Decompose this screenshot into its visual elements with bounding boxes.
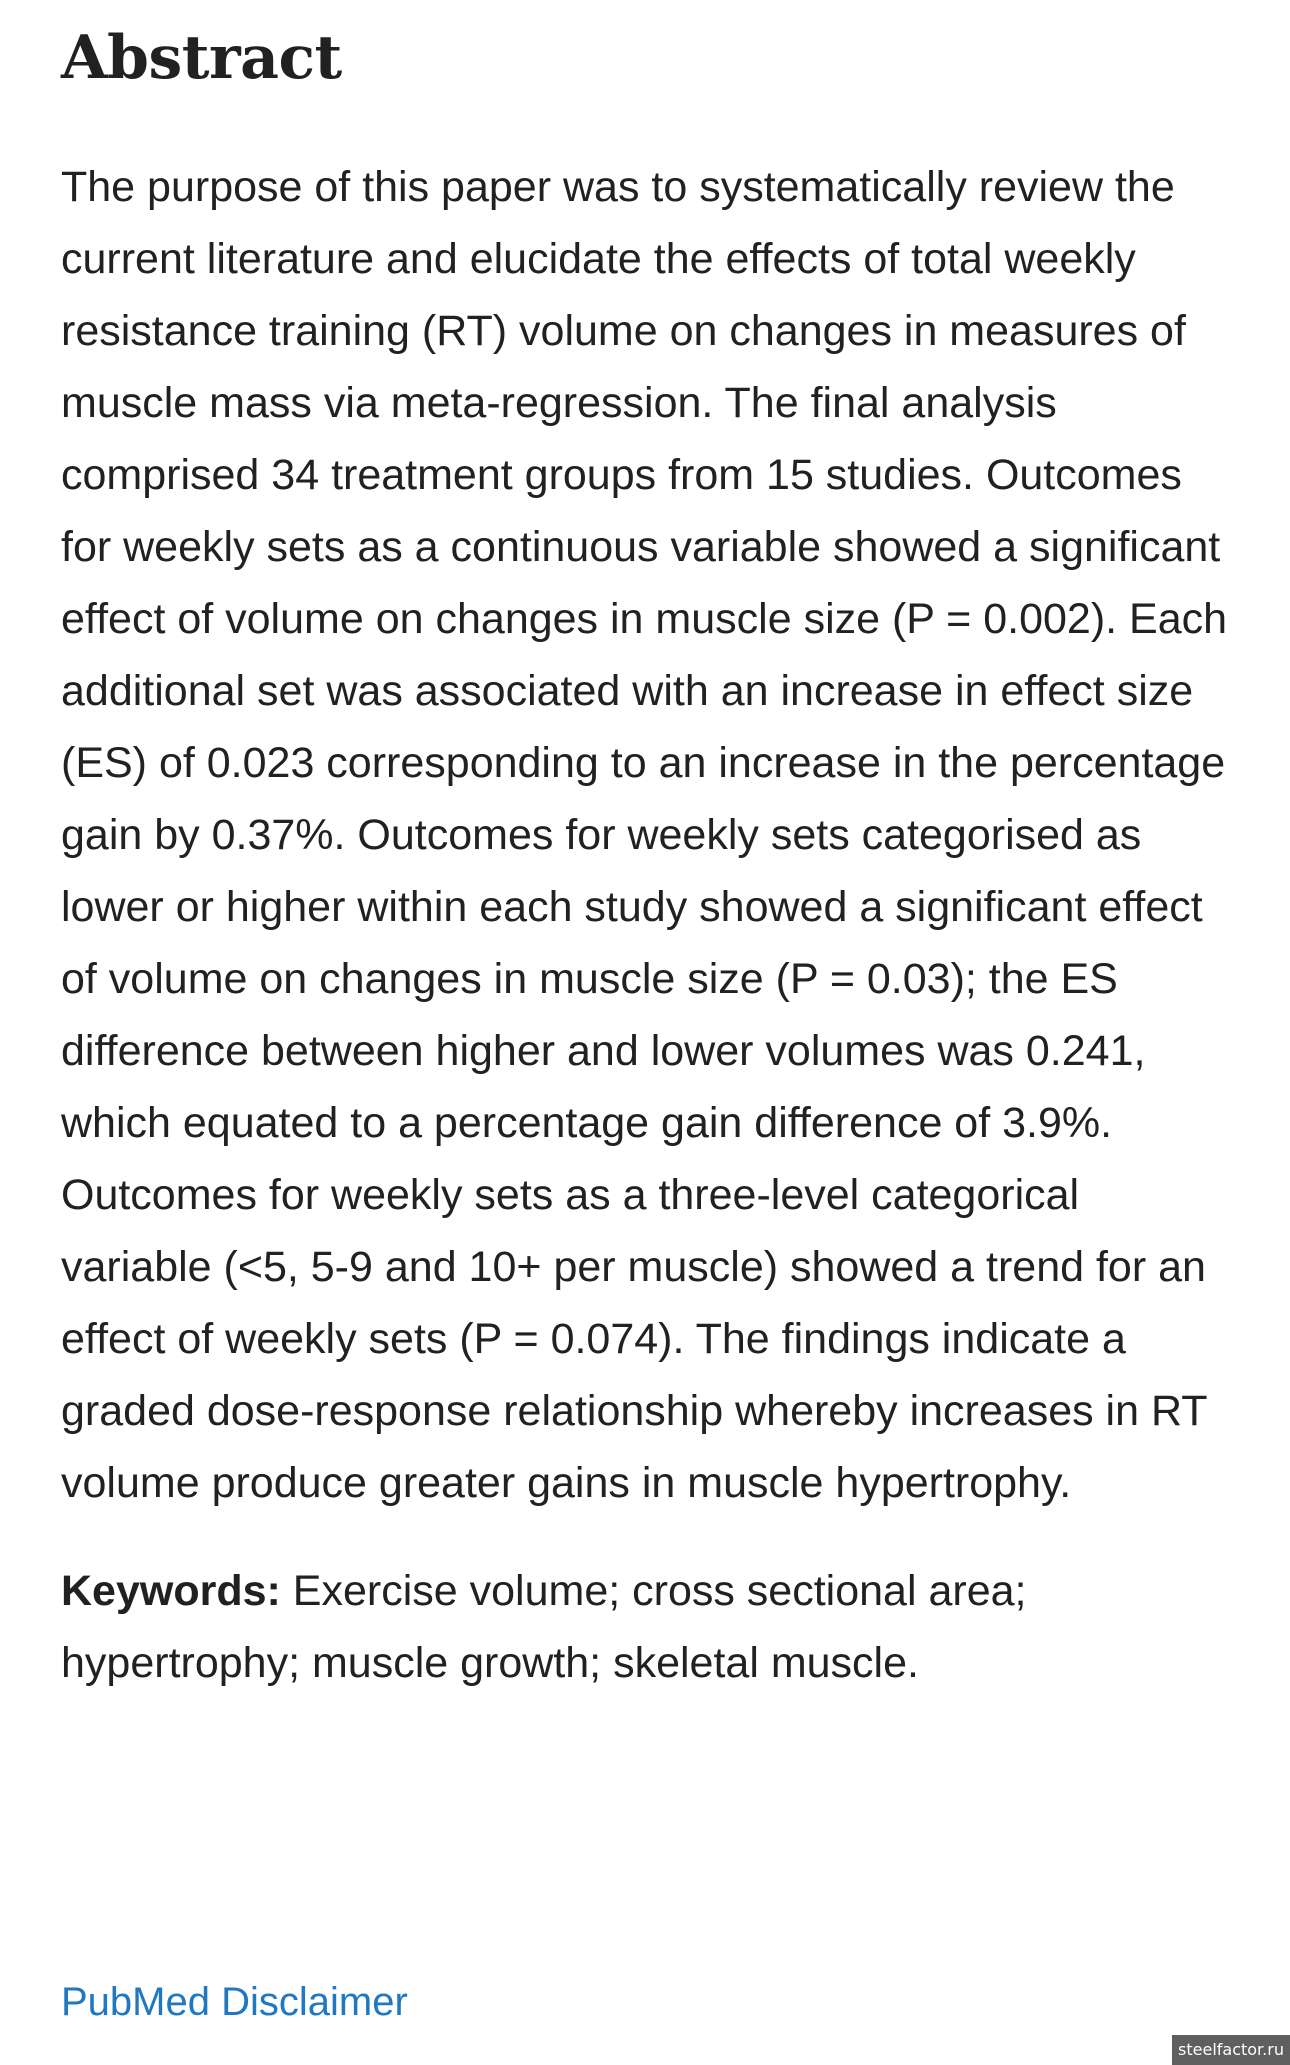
watermark: steelfactor.ru: [1172, 2035, 1290, 2065]
keywords-list: Exercise volume; cross sectional area; hypertrophy; muscle growth; skeletal muscle.: [61, 1567, 1027, 1687]
keywords-paragraph: [61, 1555, 1241, 1699]
abstract-heading: Abstract: [61, 23, 342, 93]
abstract-body: The purpose of this paper was to systematically review the current literature and elucidate the effects of total weekly resistance training (RT) volume on changes in measures of muscle mass via meta-regression. The final analysis comprised 34 treatment groups from 15 studies. Outcomes for weekly sets as a continuous variable showed a significant effect of volume on changes in muscle size (P = 0.002). Each additional set was associated with an increase in effect size (ES) of 0.023 corresponding to an increase in the percentage gain by 0.37%. Outcomes for weekly sets categorised as lower or higher within each study showed a significant effect of volume on changes in muscle size (P = 0.03); the ES difference between higher and lower volumes was 0.241, which equated to a percentage gain difference of 3.9%. Outcomes for weekly sets as a three-level categorical variable (<5, 5-9 and 10+ per muscle) showed a trend for an effect of weekly sets (P = 0.074). The findings indicate a graded dose-response relationship whereby increases in RT volume produce greater gains in muscle hypertrophy.: [61, 163, 1228, 1507]
pubmed-disclaimer-link[interactable]: PubMed Disclaimer: [61, 1980, 408, 2024]
abstract-section: [61, 18, 1241, 1699]
keywords-label: Keywords:: [61, 1567, 281, 1615]
